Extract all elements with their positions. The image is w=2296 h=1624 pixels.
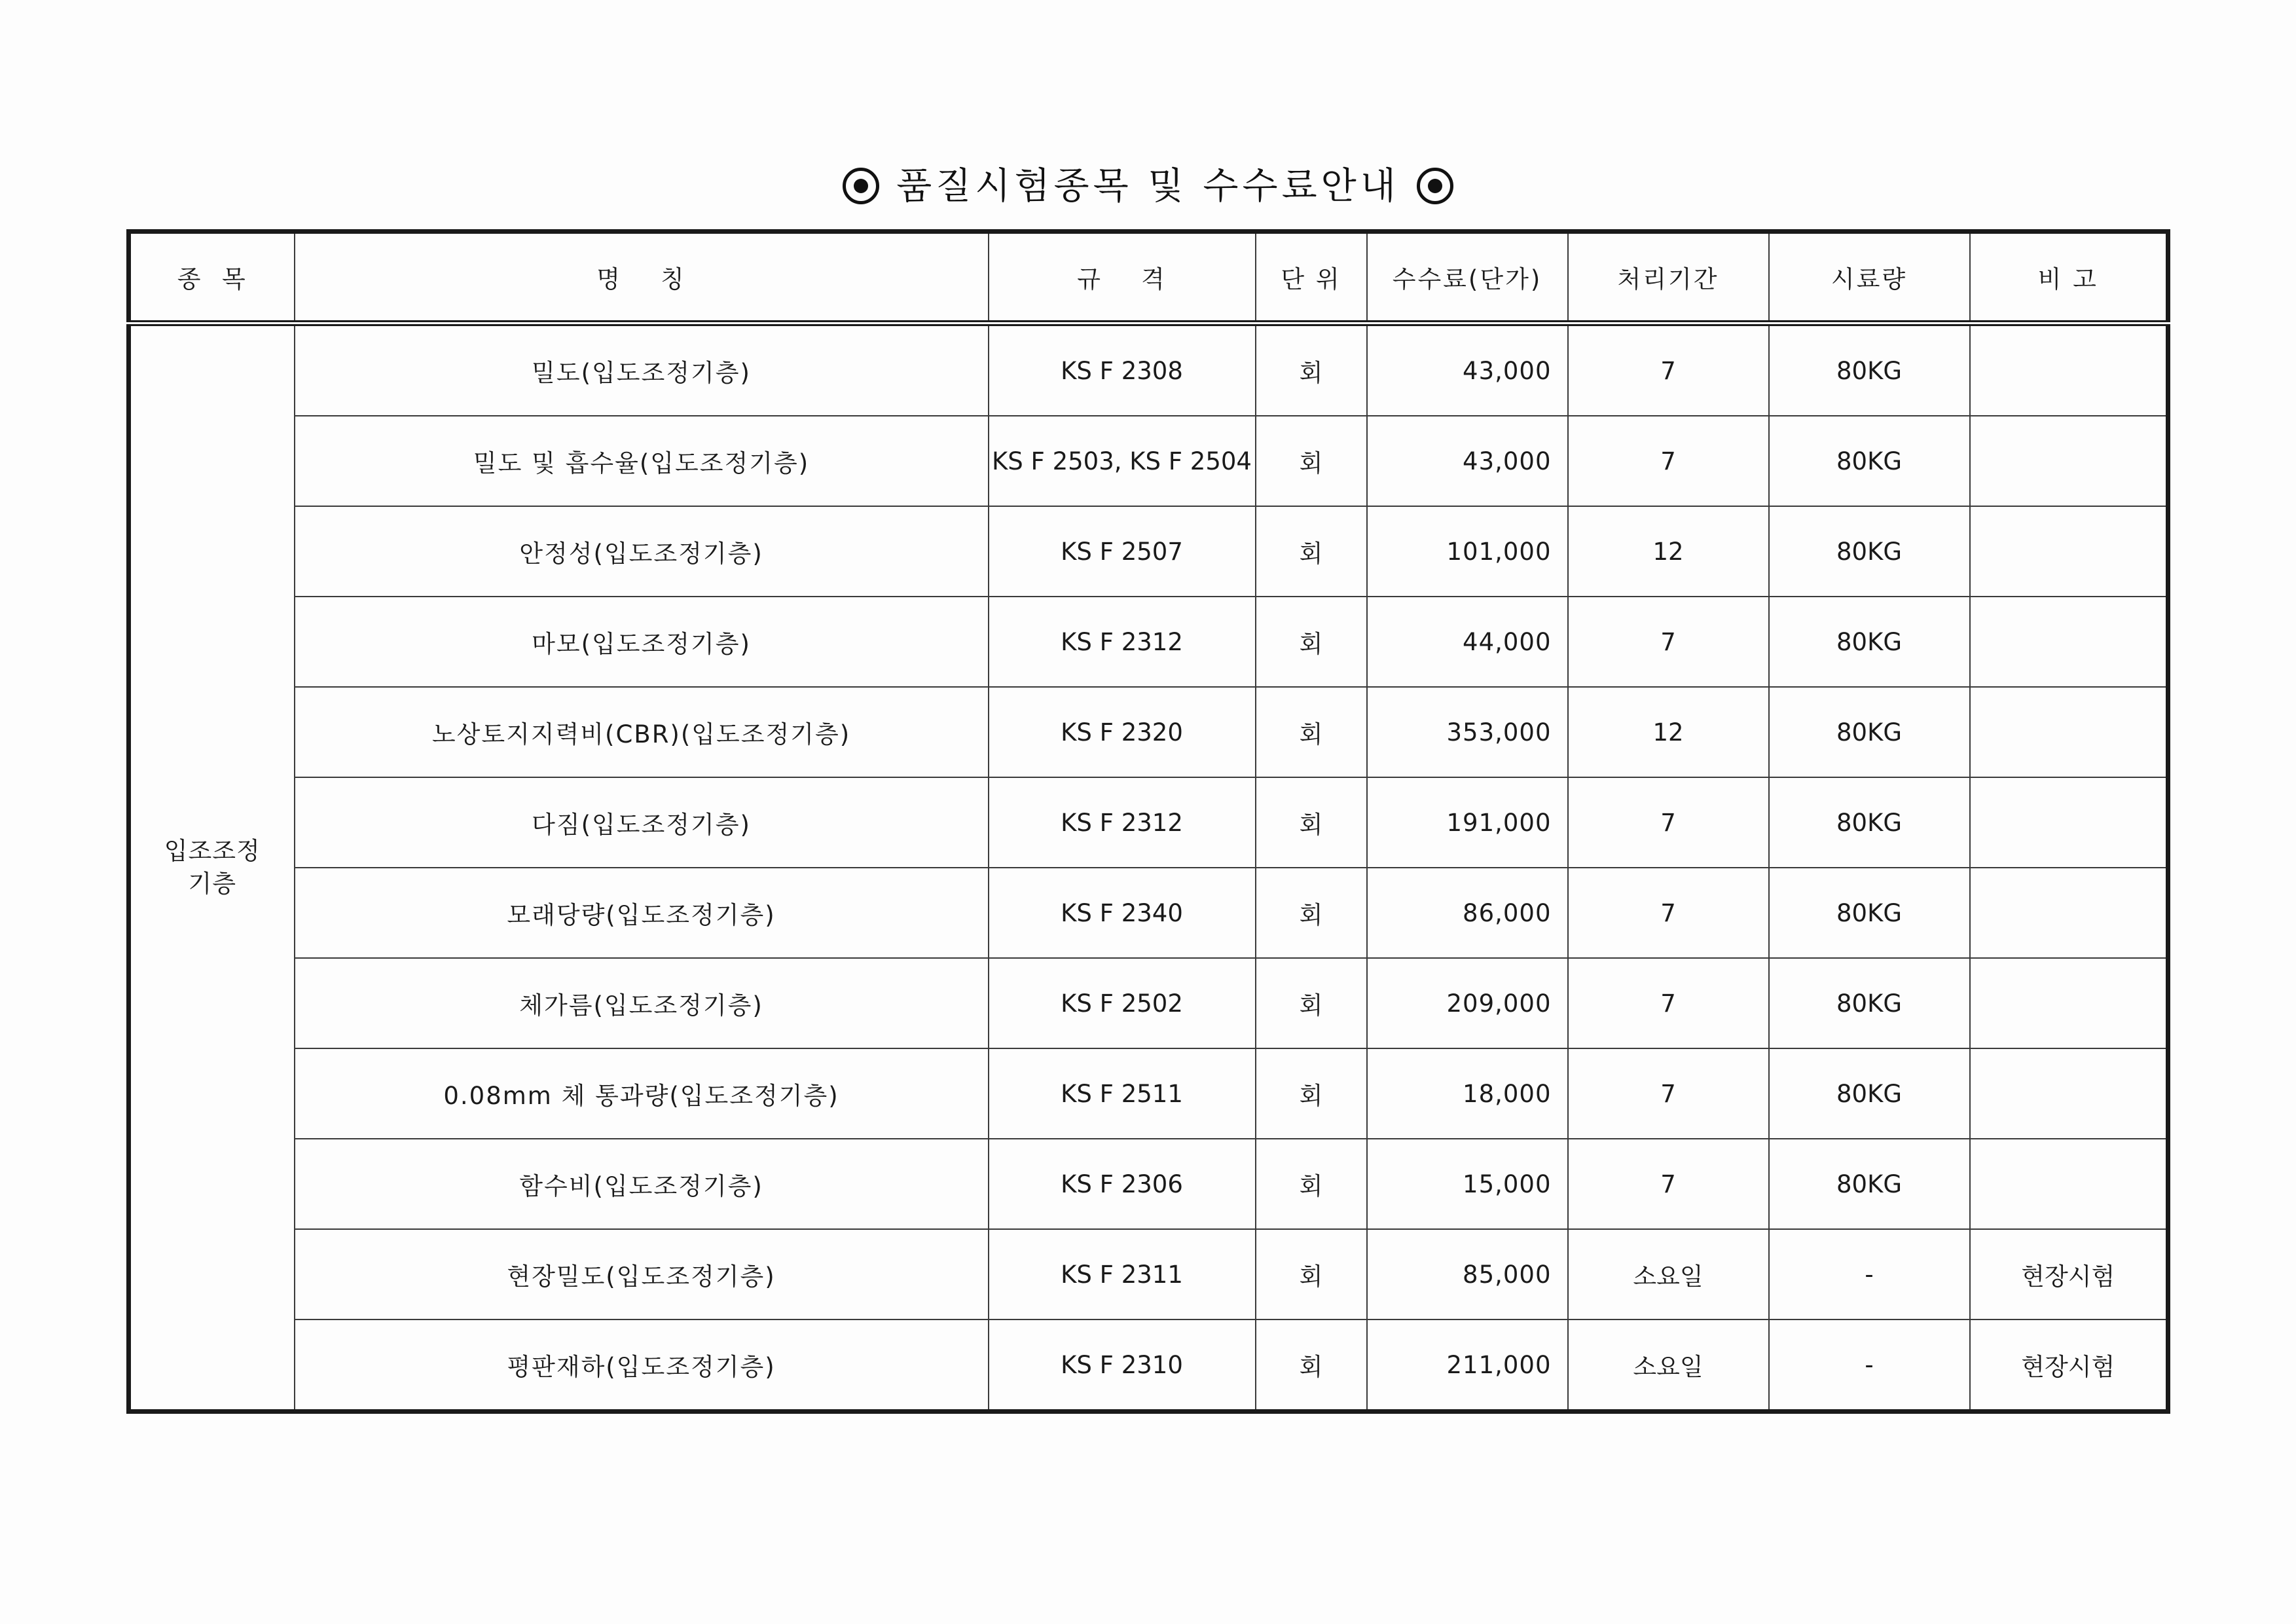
- fee-cell: 44,000: [1367, 597, 1568, 687]
- period-cell: 12: [1568, 506, 1769, 597]
- name-cell: 마모(입도조정기층): [295, 597, 989, 687]
- period-cell: 7: [1568, 597, 1769, 687]
- table-row: [129, 868, 2168, 958]
- remarks-cell: [1970, 416, 2168, 506]
- remarks-cell: [1970, 868, 2168, 958]
- table-row: [129, 416, 2168, 506]
- document-title: [0, 157, 2296, 216]
- spec-cell: KS F 2320: [989, 687, 1256, 777]
- table-body: [129, 323, 2168, 1412]
- unit-cell: 회: [1256, 777, 1367, 868]
- remarks-cell: 현장시험: [1970, 1320, 2168, 1412]
- unit-cell: 회: [1256, 1320, 1367, 1412]
- unit-cell: 회: [1256, 687, 1367, 777]
- remarks-cell: [1970, 958, 2168, 1048]
- fee-cell: 86,000: [1367, 868, 1568, 958]
- period-cell: 소요일: [1568, 1229, 1769, 1320]
- period-cell: 12: [1568, 687, 1769, 777]
- table-row: [129, 597, 2168, 687]
- name-cell: 0.08mm 체 통과량(입도조정기층): [295, 1048, 989, 1139]
- remarks-cell: [1970, 1048, 2168, 1139]
- sample-cell: 80KG: [1769, 416, 1970, 506]
- unit-cell: 회: [1256, 1229, 1367, 1320]
- spec-cell: KS F 2511: [989, 1048, 1256, 1139]
- table-row: [129, 1320, 2168, 1412]
- unit-cell: 회: [1256, 597, 1367, 687]
- remarks-cell: [1970, 597, 2168, 687]
- name-cell: 노상토지지력비(CBR)(입도조정기층): [295, 687, 989, 777]
- table-row: [129, 323, 2168, 416]
- fee-cell: 209,000: [1367, 958, 1568, 1048]
- fee-cell: 191,000: [1367, 777, 1568, 868]
- remarks-cell: [1970, 777, 2168, 868]
- sample-cell: 80KG: [1769, 687, 1970, 777]
- fee-table: [126, 229, 2170, 1414]
- spec-cell: KS F 2503, KS F 2504: [989, 416, 1256, 506]
- header-unit: 단 위: [1256, 232, 1367, 323]
- unit-cell: 회: [1256, 506, 1367, 597]
- period-cell: 소요일: [1568, 1320, 1769, 1412]
- name-cell: 모래당량(입도조정기층): [295, 868, 989, 958]
- remarks-cell: 현장시험: [1970, 1229, 2168, 1320]
- name-cell: 다짐(입도조정기층): [295, 777, 989, 868]
- spec-cell: KS F 2312: [989, 597, 1256, 687]
- spec-cell: KS F 2306: [989, 1139, 1256, 1229]
- name-cell: 체가름(입도조정기층): [295, 958, 989, 1048]
- name-cell: 안정성(입도조정기층): [295, 506, 989, 597]
- period-cell: 7: [1568, 1139, 1769, 1229]
- category-line-2: 기층: [188, 870, 236, 898]
- title-text: 품질시험종목 및 수수료안내: [896, 165, 1400, 208]
- sample-cell: -: [1769, 1320, 1970, 1412]
- period-cell: 7: [1568, 1048, 1769, 1139]
- sample-cell: 80KG: [1769, 506, 1970, 597]
- table-row: [129, 777, 2168, 868]
- header-spec: 규 격: [989, 232, 1256, 323]
- period-cell: 7: [1568, 958, 1769, 1048]
- table-row: [129, 1048, 2168, 1139]
- fee-cell: 353,000: [1367, 687, 1568, 777]
- sample-cell: 80KG: [1769, 323, 1970, 416]
- sample-cell: 80KG: [1769, 777, 1970, 868]
- sample-cell: 80KG: [1769, 958, 1970, 1048]
- table-row: [129, 506, 2168, 597]
- header-remarks: 비 고: [1970, 232, 2168, 323]
- fee-cell: 18,000: [1367, 1048, 1568, 1139]
- name-cell: 밀도(입도조정기층): [295, 323, 989, 416]
- unit-cell: 회: [1256, 868, 1367, 958]
- fee-cell: 85,000: [1367, 1229, 1568, 1320]
- category-line-1: 입조조정: [164, 837, 261, 865]
- period-cell: 7: [1568, 777, 1769, 868]
- fee-cell: 211,000: [1367, 1320, 1568, 1412]
- unit-cell: 회: [1256, 1139, 1367, 1229]
- period-cell: 7: [1568, 868, 1769, 958]
- sample-cell: 80KG: [1769, 597, 1970, 687]
- fee-cell: 15,000: [1367, 1139, 1568, 1229]
- sample-cell: 80KG: [1769, 1139, 1970, 1229]
- spec-cell: KS F 2507: [989, 506, 1256, 597]
- spec-cell: KS F 2308: [989, 323, 1256, 416]
- period-cell: 7: [1568, 323, 1769, 416]
- unit-cell: 회: [1256, 323, 1367, 416]
- table-header: [129, 232, 2168, 323]
- spec-cell: KS F 2340: [989, 868, 1256, 958]
- remarks-cell: [1970, 323, 2168, 416]
- name-cell: 함수비(입도조정기층): [295, 1139, 989, 1229]
- header-sample: 시료량: [1769, 232, 1970, 323]
- sample-cell: -: [1769, 1229, 1970, 1320]
- unit-cell: 회: [1256, 416, 1367, 506]
- header-name: 명 칭: [295, 232, 989, 323]
- sample-cell: 80KG: [1769, 1048, 1970, 1139]
- circle-bullet-icon: [1417, 168, 1453, 204]
- spec-cell: KS F 2502: [989, 958, 1256, 1048]
- category-cell: [129, 323, 295, 1412]
- sample-cell: 80KG: [1769, 868, 1970, 958]
- table-row: [129, 1229, 2168, 1320]
- table-row: [129, 958, 2168, 1048]
- header-fee: 수수료(단가): [1367, 232, 1568, 323]
- header-period: 처리기간: [1568, 232, 1769, 323]
- spec-cell: KS F 2311: [989, 1229, 1256, 1320]
- name-cell: 평판재하(입도조정기층): [295, 1320, 989, 1412]
- remarks-cell: [1970, 1139, 2168, 1229]
- name-cell: 현장밀도(입도조정기층): [295, 1229, 989, 1320]
- name-cell: 밀도 및 흡수율(입도조정기층): [295, 416, 989, 506]
- table-row: [129, 687, 2168, 777]
- unit-cell: 회: [1256, 958, 1367, 1048]
- table-row: [129, 1139, 2168, 1229]
- fee-cell: 101,000: [1367, 506, 1568, 597]
- spec-cell: KS F 2312: [989, 777, 1256, 868]
- circle-bullet-icon: [843, 168, 879, 204]
- fee-cell: 43,000: [1367, 323, 1568, 416]
- remarks-cell: [1970, 506, 2168, 597]
- remarks-cell: [1970, 687, 2168, 777]
- header-row: [129, 232, 2168, 323]
- spec-cell: KS F 2310: [989, 1320, 1256, 1412]
- period-cell: 7: [1568, 416, 1769, 506]
- header-category: 종 목: [129, 232, 295, 323]
- fee-cell: 43,000: [1367, 416, 1568, 506]
- unit-cell: 회: [1256, 1048, 1367, 1139]
